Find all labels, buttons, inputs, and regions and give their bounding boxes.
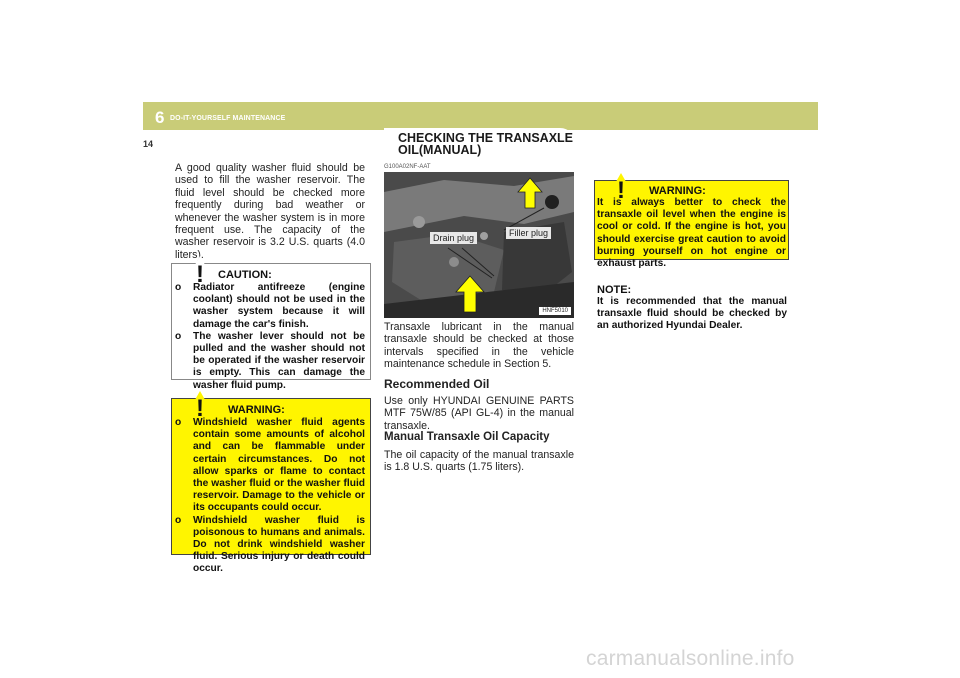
recommended-oil-text: Use only HYUNDAI GENUINE PARTS MTF 75W/85 (API GL-4) in the manual transaxle. [384,395,574,432]
section-title: CHECKING THE TRANSAXLE OIL(MANUAL) [384,128,576,160]
recommended-oil-title: Recommended Oil [384,377,490,391]
caution-item: o The washer lever should not be pulled and the washer should not be operated if the washer reservoir is empty. This can damage the washer fluid pump. [175,330,365,391]
oil-capacity-title: Manual Transaxle Oil Capacity [384,431,550,443]
oil-capacity-text: The oil capacity of the manual transaxle is 1.8 U.S. quarts (1.75 liters). [384,449,574,474]
caution-item: o Radiator antifreeze (engine coolant) should not be used in the washer system because it will damage the car's finish. [175,282,365,330]
transaxle-warning-box [594,177,789,270]
warning-item: o Windshield washer fluid is poisonous to humans and animals. Do not drink windshield washer fluid. Serious injury or death could occur. [175,514,365,575]
washer-warning-box [171,395,371,575]
caution-title: CAUTION: [218,269,272,281]
svg-text:!: ! [617,177,625,202]
transaxle-intro: Transaxle lubricant in the manual transaxle should be checked at those intervals specified in the vehicle maintenance schedule in Section 5. [384,321,574,371]
svg-text:!: ! [196,261,204,286]
page-number: 14 [143,139,154,149]
exclamation-triangle-icon [183,390,217,420]
note-title: NOTE: [597,284,632,296]
washer-warning-title: WARNING: [228,404,285,416]
watermark: carmanualsonline.info [586,647,795,670]
transaxle-warning-text: It is always better to check the transaxle oil level when the engine is cool or cold. If the engine is hot, you should exercise great caution to avoid burning yourself on hot engine or exhaust parts. [597,197,786,270]
chapter-number: 6 [155,108,165,127]
drain-plug-label: Drain plug [430,232,477,244]
transaxle-illustration [384,172,574,318]
note-text: It is recommended that the manual transaxle fluid should be checked by an authorized Hyundai Dealer. [597,296,787,332]
transaxle-warning-title: WARNING: [649,185,706,197]
filler-plug-label: Filler plug [506,227,551,239]
section-code: G100A02NF-AAT [384,164,431,170]
transaxle-photo [384,172,574,318]
warning-item: o Windshield washer fluid agents contain some amounts of alcohol and can be flammable under certain circumstances. Do not allow sparks or flame to contact the washer fluid or the washer fluid reservoir. Damage to the vehicle or its occupants could occur. [175,417,365,514]
caution-list [175,282,365,392]
chapter-title: DO-IT-YOURSELF MAINTENANCE [170,115,286,122]
photo-code: HNF5010 [539,307,571,315]
caution-box [171,261,371,391]
washer-fluid-intro: A good quality washer fluid should be used to fill the washer reservoir. The fluid level should be checked more frequently during bad weather or whenever the washer system is in more frequent use. The capacity of the washer reservoir is 3.2 U.S. quarts (4.0 liters). [175,162,365,261]
svg-text:!: ! [196,395,204,420]
washer-warning-list [175,417,365,576]
